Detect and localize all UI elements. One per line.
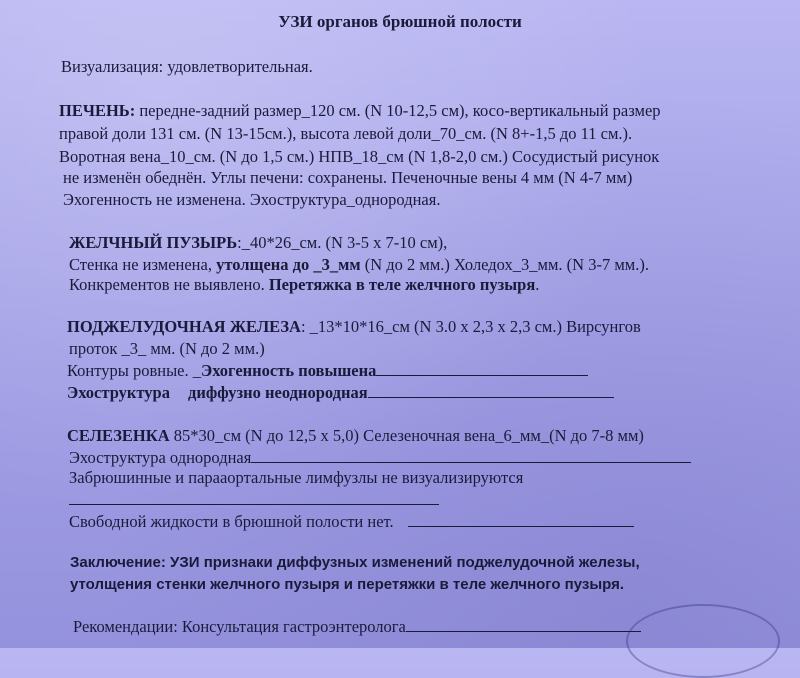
conclusion-line-2: утолщения стенки желчного пузыря и перетяжки в теле желчного пузыря.	[70, 576, 625, 593]
gallbladder-wall-thickened: утолщена до _3_мм	[216, 255, 361, 274]
stamp-mark	[626, 604, 780, 678]
pancreas-line-1	[67, 317, 641, 336]
liver-line-5	[63, 190, 440, 209]
liver-echostructure: . Эхоструктура_однородная.	[241, 190, 441, 209]
fill-line	[69, 492, 439, 505]
gallbladder-heading: ЖЕЛЧНЫЙ ПУЗЫРЬ	[69, 233, 238, 252]
gallbladder-choledoch: (N до 2 мм.) Холедох_3_мм. (N 3-7 мм.).	[360, 255, 649, 274]
liver-text-1: передне-задний размер_120 см. (N 10-12,5 см), косо-вертикальный размер	[135, 101, 661, 120]
fill-line	[408, 514, 634, 527]
pancreas-line-2: проток _3_ мм. (N до 2 мм.)	[69, 339, 265, 358]
pancreas-contours: Контуры ровные. _	[67, 361, 201, 380]
liver-line-1	[59, 101, 661, 120]
gallbladder-wall: Стенка не изменена,	[69, 255, 217, 274]
spleen-line-2	[69, 448, 691, 467]
pancreas-echostructure-value: диффузно неоднородная	[187, 383, 368, 402]
liver-echogenicity: Эхогенность не изменена	[63, 190, 242, 209]
liver-line-2: правой доли 131 см. (N 13-15см.), высота левой доли_70_см. (N 8+-1,5 до 11 см.).	[59, 124, 633, 143]
free-fluid: Свободной жидкости в брюшной полости нет.	[69, 512, 394, 531]
gallbladder-line-2	[69, 255, 649, 274]
spleen-line-3: Забрюшинные и парааортальные лимфузлы не визуализируются	[69, 468, 524, 487]
pancreas-line-3	[67, 361, 588, 380]
liver-line-3: Воротная вена_10_см. (N до 1,5 см.) НПВ_18_см (N 1,8-2,0 см.) Сосудистый рисунок	[59, 147, 660, 166]
spleen-echostructure: Эхоструктура однородная	[69, 448, 252, 467]
liver-heading: ПЕЧЕНЬ:	[59, 101, 136, 120]
gallbladder-stones: Конкрементов не выявлено.	[69, 275, 269, 294]
fill-line	[368, 385, 614, 398]
pancreas-line-4	[67, 383, 614, 402]
recommendations-line	[73, 617, 641, 636]
spleen-line-4	[69, 512, 634, 531]
gallbladder-line-1	[69, 233, 447, 252]
fill-line	[251, 450, 691, 463]
pancreas-heading: ПОДЖЕЛУДОЧНАЯ ЖЕЛЕЗА	[67, 317, 301, 336]
pancreas-echogenicity: Эхогенность повышена	[201, 361, 377, 380]
fill-line	[406, 619, 641, 632]
gallbladder-constriction: Перетяжка в теле желчного пузыря	[268, 275, 536, 294]
gallbladder-line-3	[69, 275, 539, 294]
gallbladder-text-1: :_40*26_см. (N 3-5 х 7-10 см),	[237, 233, 448, 252]
spleen-blank-line	[69, 490, 439, 509]
fill-line	[376, 363, 588, 376]
recommendations-text: Рекомендации: Консультация гастроэнтеролога	[73, 617, 406, 636]
spleen-text-1: 85*30_см (N до 12,5 х 5,0) Селезеночная вена_6_мм_(N до 7-8 мм)	[169, 426, 644, 445]
conclusion-line-1: Заключение: УЗИ признаки диффузных изменений поджелудочной железы,	[70, 554, 640, 571]
liver-line-4: не изменён обеднён. Углы печени: сохранены. Печеночные вены 4 мм (N 4-7 мм)	[63, 168, 633, 187]
pancreas-echostructure-label: Эхоструктура	[67, 383, 170, 402]
visualization-line: Визуализация: удовлетворительная.	[61, 57, 313, 76]
pancreas-text-1: : _13*10*16_см (N 3.0 х 2,3 х 2,3 см.) Вирсунгов	[300, 317, 641, 336]
gallbladder-period: .	[535, 275, 540, 294]
document-title: УЗИ органов брюшной полости	[278, 12, 522, 31]
spleen-line-1	[67, 426, 644, 445]
spleen-heading: СЕЛЕЗЕНКА	[67, 426, 170, 445]
